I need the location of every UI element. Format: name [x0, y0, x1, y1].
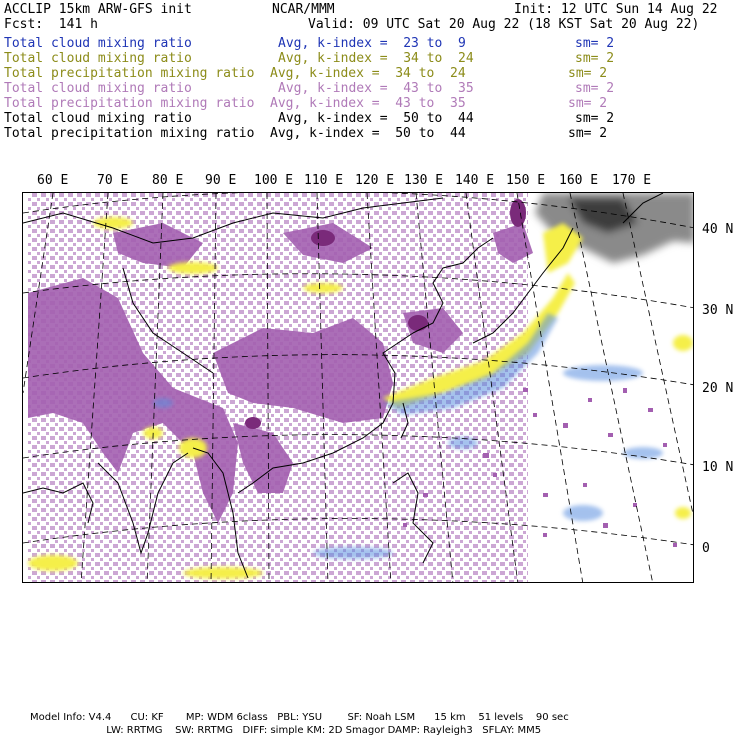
- run-title: ACCLIP 15km ARW-GFS init: [4, 2, 192, 17]
- lat-label: 10 N: [702, 460, 734, 475]
- legend-avg: Avg, k-index = 50 to 44: [278, 111, 474, 126]
- legend-row: Total cloud mixing ratio: [4, 36, 192, 51]
- legend-avg: Avg, k-index = 34 to 24: [278, 51, 474, 66]
- legend-sm: sm= 2: [575, 51, 615, 66]
- lat-label: 40 N: [702, 222, 734, 237]
- lon-label: 150 E: [506, 173, 546, 188]
- lat-label: 20 N: [702, 381, 734, 396]
- legend-row: Total precipitation mixing ratio: [4, 66, 255, 81]
- lon-label: 120 E: [355, 173, 395, 188]
- legend-sm: sm= 2: [575, 36, 615, 51]
- model-info-line1: Model Info: V4.4 CU: KF MP: WDM 6class PBL: YSU SF: Noah LSM 15 km 51 levels 90 sec: [30, 712, 569, 723]
- lon-label: 70 E: [97, 173, 129, 188]
- lon-label: 60 E: [37, 173, 69, 188]
- lon-label: 80 E: [152, 173, 184, 188]
- forecast-hour: Fcst: 141 h: [4, 17, 98, 32]
- legend-avg: Avg, k-index = 50 to 44: [270, 126, 466, 141]
- legend-avg: Avg, k-index = 34 to 24: [270, 66, 466, 81]
- legend-row: Total cloud mixing ratio: [4, 81, 192, 96]
- legend-sm: sm= 2: [568, 66, 608, 81]
- lon-label: 170 E: [612, 173, 652, 188]
- init-time: Init: 12 UTC Sun 14 Aug 22: [514, 2, 718, 17]
- legend-avg: Avg, k-index = 43 to 35: [278, 81, 474, 96]
- map-canvas: [23, 193, 694, 583]
- legend-sm: sm= 2: [568, 126, 608, 141]
- lon-label: 160 E: [559, 173, 599, 188]
- lat-label: 30 N: [702, 303, 734, 318]
- center-title: NCAR/MMM: [272, 2, 335, 17]
- valid-time: Valid: 09 UTC Sat 20 Aug 22 (18 KST Sat 20 Aug 22): [308, 17, 700, 32]
- legend-row: Total cloud mixing ratio: [4, 51, 192, 66]
- legend-row: Total precipitation mixing ratio: [4, 96, 255, 111]
- legend-avg: Avg, k-index = 43 to 35: [270, 96, 466, 111]
- model-info-line2: LW: RRTMG SW: RRTMG DIFF: simple KM: 2D Smagor DAMP: Rayleigh3 SFLAY: MM5: [30, 725, 542, 736]
- legend-sm: sm= 2: [575, 111, 615, 126]
- legend-row: Total cloud mixing ratio: [4, 111, 192, 126]
- legend-sm: sm= 2: [575, 81, 615, 96]
- legend-avg: Avg, k-index = 23 to 9: [278, 36, 466, 51]
- lon-label: 100 E: [254, 173, 294, 188]
- legend-sm: sm= 2: [568, 96, 608, 111]
- lon-label: 140 E: [455, 173, 495, 188]
- lon-label: 90 E: [205, 173, 237, 188]
- lon-label: 110 E: [304, 173, 344, 188]
- forecast-map: [22, 192, 694, 583]
- legend-row: Total precipitation mixing ratio: [4, 126, 255, 141]
- lon-label: 130 E: [404, 173, 444, 188]
- lat-label: 0: [702, 541, 710, 556]
